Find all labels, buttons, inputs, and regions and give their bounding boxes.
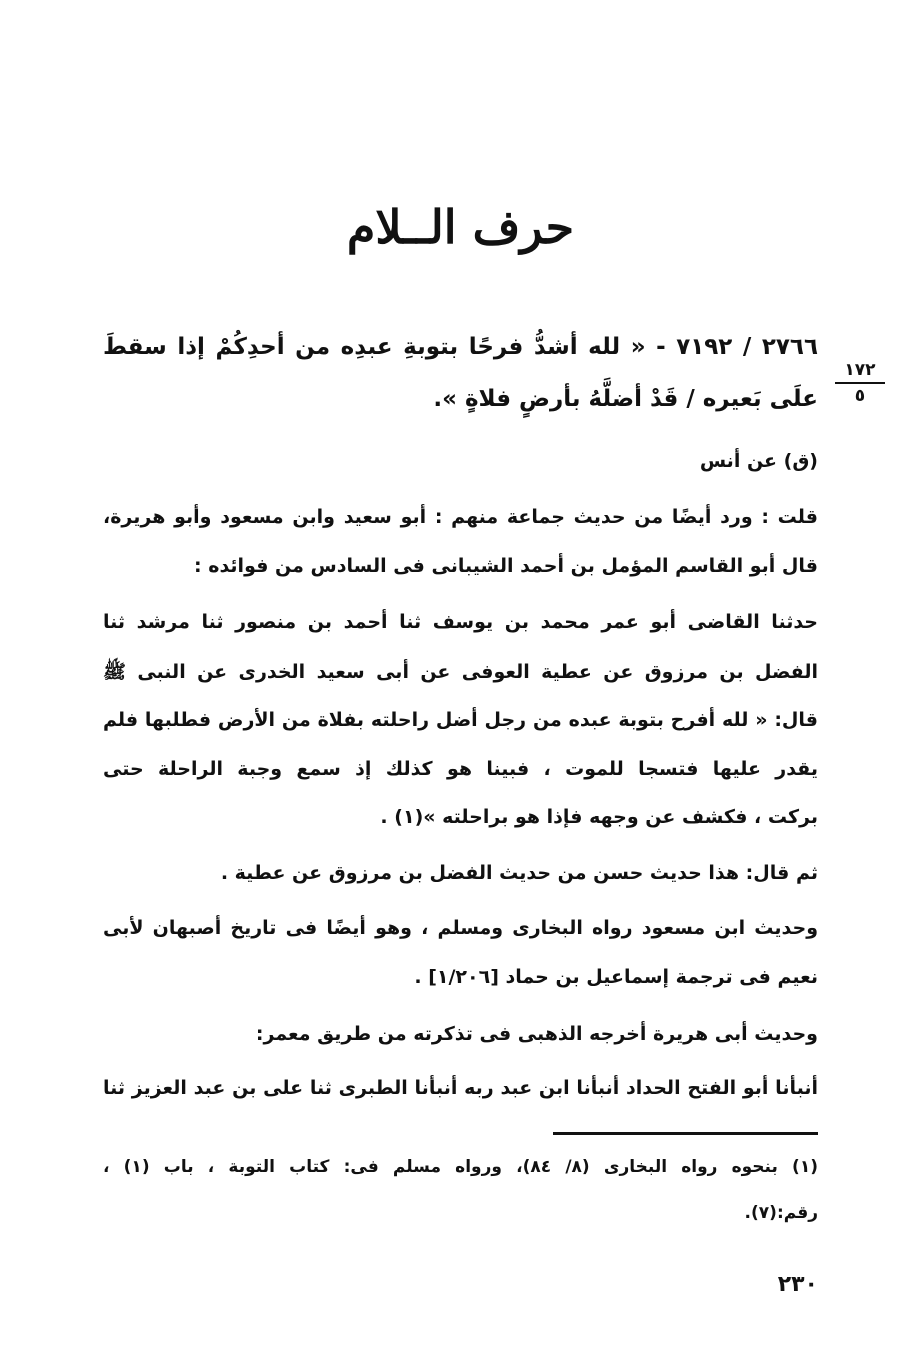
body-line: بركت ، فكشف عن وجهه فإذا هو براحلته »(١) . — [380, 806, 818, 828]
margin-reference — [835, 360, 885, 406]
body-line: وحديث أبى هريرة أخرجه الذهبى فى تذكرته من طريق معمر: — [255, 1023, 818, 1045]
footnote-line-2: رقم:(٧). — [744, 1203, 818, 1223]
chapter-heading: حرف الــلام — [346, 200, 575, 254]
body-line: حدثنا القاضى أبو عمر محمد بن يوسف ثنا أحمد بن منصور ثنا مرشد ثنا — [103, 611, 818, 633]
body-line: ثم قال: هذا حديث حسن من حديث الفضل بن مرزوق عن عطية . — [220, 862, 818, 884]
footnote-divider — [553, 1132, 818, 1135]
body-line: قلت : ورد أيضًا من حديث جماعة منهم : أبو سعيد وابن مسعود وأبو هريرة، — [103, 506, 818, 528]
footnote-line-1: (١) بنحوه رواه البخارى (٨/ ٨٤)، ورواه مسلم فى: كتاب التوبة ، باب (١) ، — [103, 1157, 818, 1177]
hadith-source: (ق) عن أنس — [699, 450, 818, 472]
body-line: يقدر عليها فتسجا للموت ، فبينا هو كذلك إذ سمع وجبة الراحلة حتى — [103, 758, 818, 780]
body-line: قال: « لله أفرح بتوبة عبده من رجل أضل راحلته بفلاة من الأرض فطلبها فلم — [103, 709, 818, 731]
margin-reference-divider — [835, 382, 885, 384]
hadith-line-1: ٢٧٦٦ / ٧١٩٢ - « لله أشدُّ فرحًا بتوبةِ عبدِه من أحدِكُمْ إذا سقطَ — [103, 334, 818, 360]
body-line: قال أبو القاسم المؤمل بن أحمد الشيبانى فى السادس من فوائده : — [194, 555, 818, 577]
body-line: الفضل بن مرزوق عن عطية العوفى عن أبى سعيد الخدرى عن النبى ﷺ — [103, 661, 818, 683]
hadith-line-2: علَى بَعيره / قَدْ أضلَّهُ بأرضٍ فلاةٍ ». — [433, 386, 818, 412]
margin-reference-bottom: ٥ — [854, 386, 866, 406]
margin-reference-top: ١٧٢ — [844, 360, 876, 380]
page-number: ٢٣٠ — [777, 1272, 818, 1297]
body-line: أنبأنا أبو الفتح الحداد أنبأنا ابن عبد ربه أنبأنا الطبرى ثنا على بن عبد العزيز ثنا — [103, 1077, 818, 1099]
body-line: وحديث ابن مسعود رواه البخارى ومسلم ، وهو أيضًا فى تاريخ أصبهان لأبى — [103, 917, 818, 939]
body-line: نعيم فى ترجمة إسماعيل بن حماد [١/٢٠٦] . — [414, 966, 818, 988]
